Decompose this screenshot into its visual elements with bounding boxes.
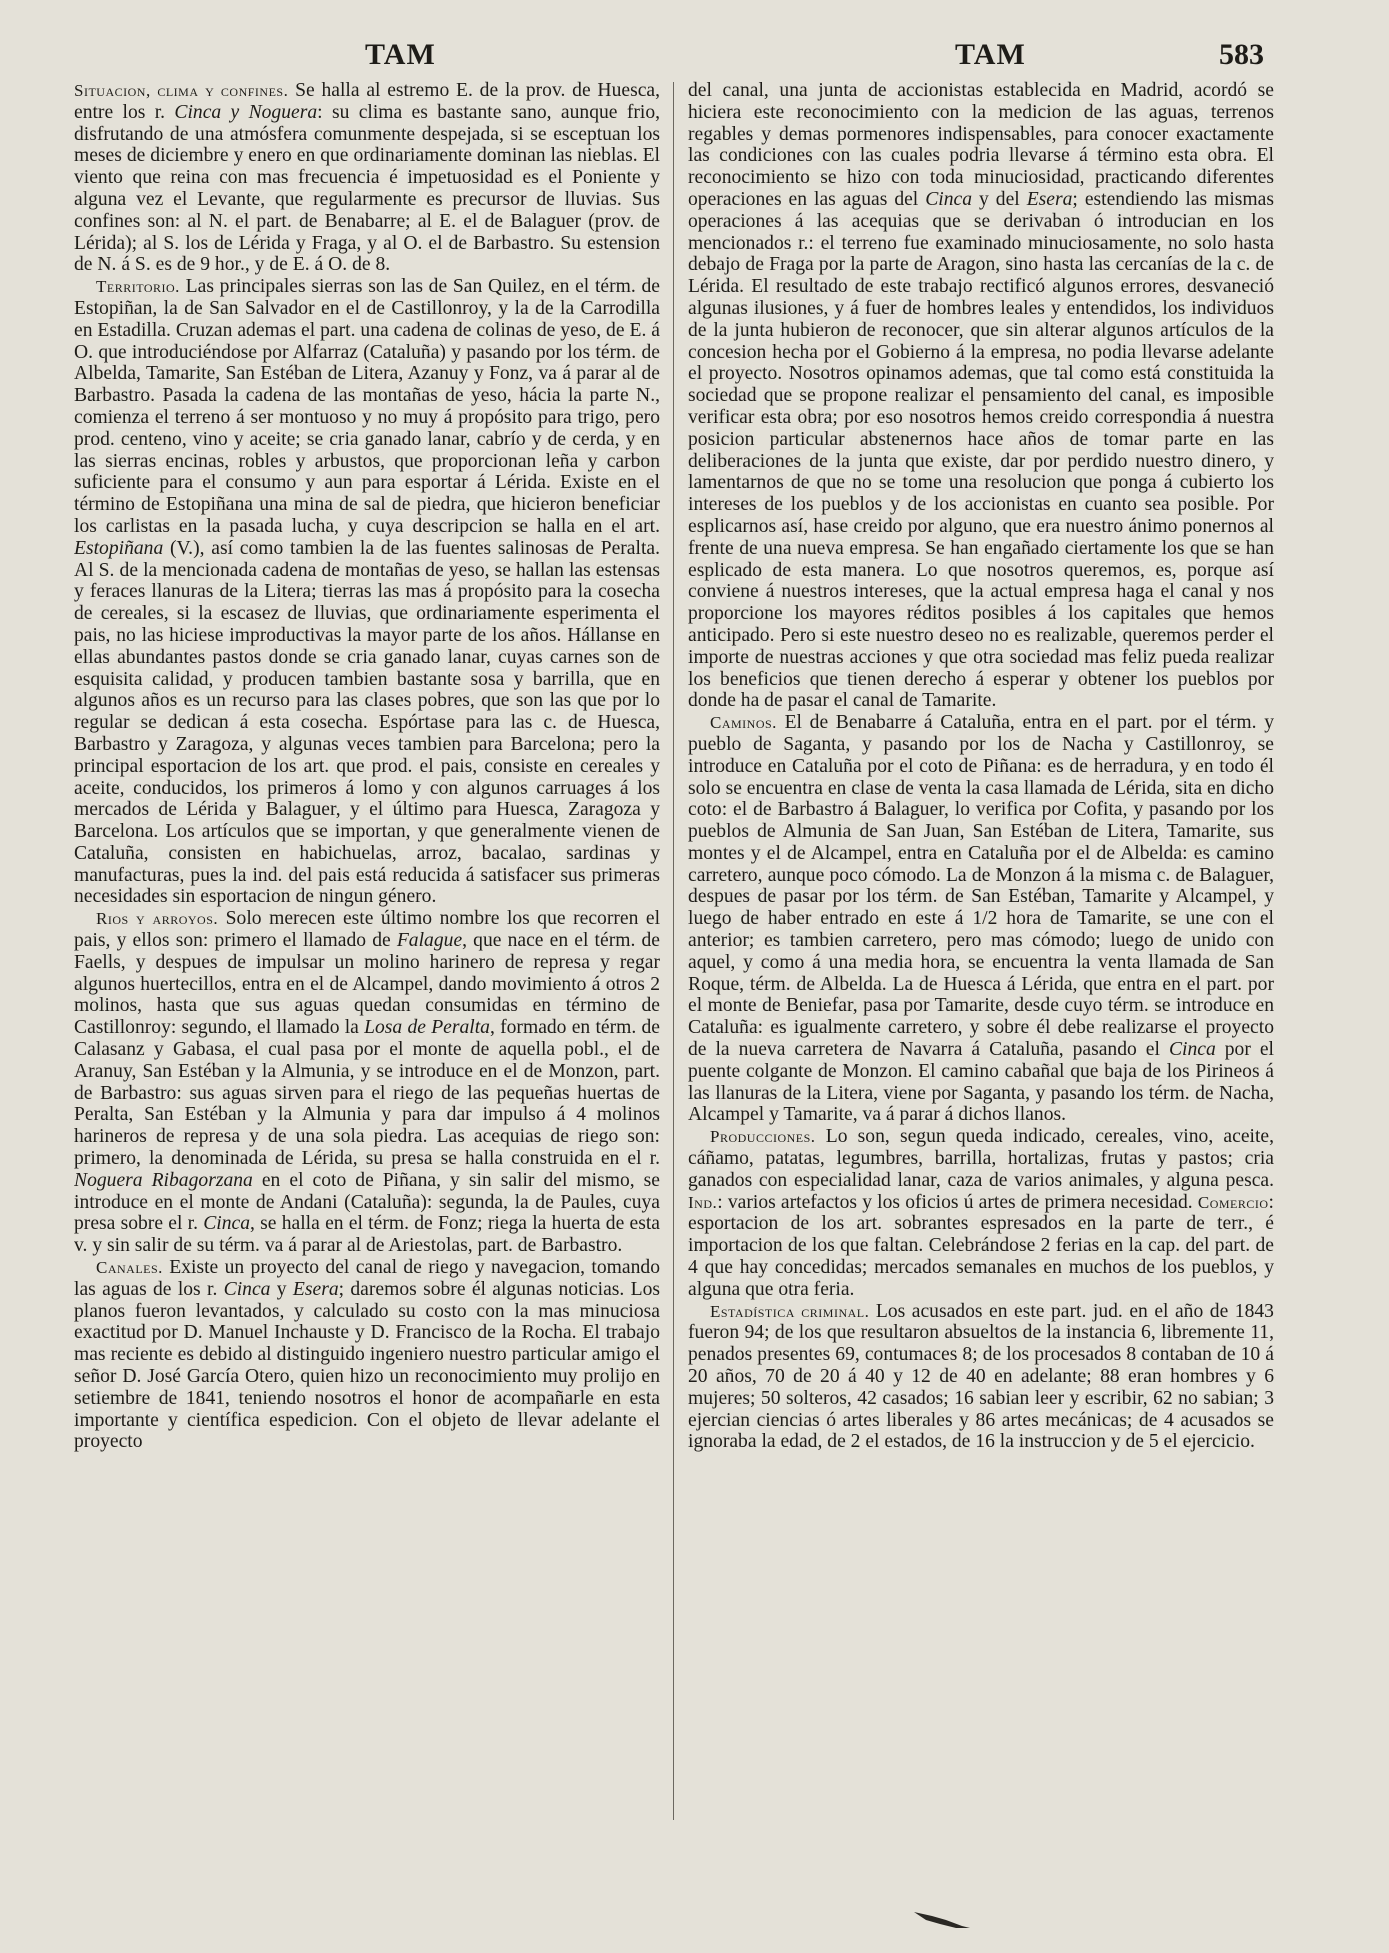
section-heading: Comercio bbox=[1197, 1192, 1269, 1212]
paragraph-territorio: Territorio. Las principales sierras son las de San Quilez, en el térm. de Estopiñan, la de San Salvador en el de Castillonroy, y la de la Carrodilla en Estadilla. Cruzan ademas el part. una cadena de colinas de yeso, de E. á O. que introduciéndose por Alfarraz (Cataluña) y pasando por los térm. de Albelda, Tamarite, San Estéban de Litera, Azanuy y Fonz, va á parar al de Barbastro. Pasada la cadena de las montañas de yeso, hácia la parte N., comienza el terreno á ser montuoso y no muy á propósito para trigo, pero prod. centeno, vino y aceite; se cria ganado lanar, cabrío y de cerda, y en las sierras encinas, robles y arbustos, que proporcionan leña y carbon suficiente para el consumo y aun para esportar á Lérida. Existe en el término de Estopiñana una mina de sal de piedra, que hicieron beneficiar los carlistas en la pasada lucha, y cuya descripcion se halla en el art. Estopiñana (V.), así como tambien la de las fuentes salinosas de Peralta. Al S. de la mencionada cadena de montañas de yeso, se hallan las estensas y feraces llanuras de la Litera; tierras las mas á propósito para la cosecha de cereales, si la escasez de lluvias, que ordinariamente esperimenta el pais, no las hiciese improductivas la mayor parte de los años. Hállanse en ellas abundantes pastos donde se cria ganado lanar, cuyas carnes son de esquisita calidad, y producen tambien bastante sosa y barrilla, que en algunos años es un recurso para las clases pobres, que son las que por lo regular se dedican á esta cosecha. Espórtase para las c. de Huesca, Barbastro y Zaragoza, y algunas veces tambien para Barcelona; pero la principal esportacion de los art. que prod. el pais, consiste en cereales y aceite, conducidos, los primeros á lomo y con algunos carruages á los mercados de Lérida y Balaguer, y el último para Huesca, Zaragoza y Barcelona. Los artículos que se importan, y que generalmente vienen de Cataluña, consisten en habichuelas, arroz, bacalao, sardinas y manufacturas, pues la ind. del pais está reducida á satisfacer sus primeras necesidades sin esportacion de ningun género. bbox=[74, 276, 660, 908]
paragraph-canales: Canales. Existe un proyecto del canal de riego y navegacion, tomando las aguas de los r. Cinca y Esera; daremos sobre él algunas noticias. Los planos fueron levantados, y calculado su costo con la mas minuciosa exactitud por D. Manuel Inchauste y D. Francisco de la Rocha. El trabajo mas reciente es debido al distinguido ingeniero nuestro particular amigo el señor D. José García Otero, quien hizo un reconocimiento muy prolijo en setiembre de 1841, teniendo nosotros el honor de acompañarle en esta importante y científica espedicion. Con el objeto de llevar adelante el proyecto bbox=[74, 1257, 660, 1453]
paragraph-producciones: Producciones. Lo son, segun queda indicado, cereales, vino, aceite, cáñamo, patatas, legumbres, barrilla, hortalizas, frutas y pastos; cria ganados con especialidad lanar, caza de varios animales, y alguna pesca. Ind.: varios artefactos y los oficios ú artes de primera necesidad. Comercio: esportacion de los art. sobrantes espresados en la parte de terr., é importacion de los que faltan. Celebrándose 2 ferias en la cap. del part. de 4 que hay concedidas; mercados semanales en muchos de los pueblos, y alguna que otra feria. bbox=[688, 1126, 1274, 1300]
paragraph-rios: Rios y arroyos. Solo merecen este último nombre los que recorren el pais, y ellos son: primero el llamado de Falague, que nace en el térm. de Faells, y despues de impulsar un molino harinero de represa y regar algunos huertecillos, entra en el de Alcampel, dando movimiento á otros 2 molinos, hasta que sus aguas quedan consumidas en término de Castillonroy: segundo, el llamado la Losa de Peralta, formado en térm. de Calasanz y Gabasa, el cual pasa por el monte de aquella pobl., el de Aranuy, San Estéban y la Almunia, y se introduce en el de Monzon, part. de Barbastro: sus aguas sirven para el riego de las pequeñas huertas de Peralta, San Estéban y la Almunia y para dar impulso á 4 molinos harineros de represa y de una sola piedra. Las acequias de riego son: primero, la denominada de Lérida, su presa se halla construida en el r. Noguera Ribagorzana en el coto de Piñana, y sin salir del mismo, se introduce en el monte de Andani (Cataluña): segunda, la de Paules, cuya presa sobre el r. Cinca, se halla en el térm. de Fonz; riega la huerta de esta v. y sin salir de su térm. va á parar al de Ariestolas, part. de Barbastro. bbox=[74, 908, 660, 1257]
right-running-head: TAM bbox=[955, 38, 1026, 71]
left-column bbox=[74, 80, 660, 1840]
section-heading: Caminos. bbox=[710, 713, 777, 733]
paragraph-estadistica: Estadística criminal. Los acusados en este part. jud. en el año de 1843 fueron 94; de los que resultaron absueltos de la instancia 6, libremente 11, penados presentes 69, contumaces 8; de los procesados 8 contaban de 10 á 20 años, 70 de 20 á 40 y 12 de 40 en adelante; 88 eran hombres y 6 mujeres; 50 solteros, 42 casados; 16 sabian leer y escribir, 62 no sabian; 3 ejercian ciencias ó artes liberales y 86 artes mecánicas; de 4 acusados se ignoraba la edad, de 2 el estados, de 16 la instruccion y de 5 el ejercicio. bbox=[688, 1300, 1274, 1453]
page-number: 583 bbox=[1219, 38, 1264, 71]
ink-smudge-mark bbox=[912, 1908, 972, 1930]
paragraph-caminos: Caminos. El de Benabarre á Cataluña, entra en el part. por el térm. y pueblo de Saganta, y pasando por los de Nacha y Castillonroy, se introduce en Cataluña por el coto de Piñana: es de herradura, y en todo él solo se encuentra en clase de venta la casa llamada de Lérida, sita en dicho coto: el de Barbastro á Balaguer, lo verifica por Cofita, y pasando por los pueblos de Almunia de San Juan, San Estéban de Litera, Tamarite, sus montes y el de Alcampel, entra en Cataluña por el de Albelda: es camino carretero, aunque poco cómodo. La de Monzon á la misma c. de Balaguer, despues de pasar por los térm. de San Estéban, Tamarite y Alcampel, y luego de haber entrado en este á 1/2 hora de Tamarite, se une con el anterior; es tambien carretero, pero mas cómodo; luego de unido con aquel, y como á una media hora, se encuentra la venta llamada de San Roque, térm. de Albelda. La de Huesca á Lérida, que entra en el part. por el monte de Beniefar, pasa por Tamarite, desde cuyo térm. se introduce en Cataluña: es igualmente carretero, y sobre él debe realizarse el proyecto de la nueva carretera de Navarra á Cataluña, pasando el Cinca por el puente colgante de Monzon. El camino cabañal que baja de los Pirineos á las llanuras de la Litera, viene por Saganta, y pasando los térm. de Nacha, Alcampel y Tamarite, va á parar á dichos llanos. bbox=[688, 712, 1274, 1126]
section-heading: Producciones. bbox=[710, 1127, 816, 1147]
left-running-head: TAM bbox=[365, 38, 436, 71]
section-heading: Situacion, clima y confines. bbox=[74, 81, 289, 100]
column-divider bbox=[673, 82, 674, 1820]
section-heading: Rios y arroyos. bbox=[96, 909, 219, 929]
section-heading: Canales. bbox=[96, 1258, 163, 1278]
section-heading: Territorio. bbox=[96, 277, 180, 297]
paragraph-situacion: Situacion, clima y confines. Se halla al estremo E. de la prov. de Huesca, entre los r. Cinca y Noguera: su clima es bastante sano, aunque frio, disfrutando de una atmósfera comunmente despejada, si se esceptuan los meses de diciembre y enero en que ordinariamente dominan las nieblas. El viento que reina con mas frecuencia é impetuosidad es el Poniente y alguna vez el Levante, que regularmente es precursor de lluvias. Sus confines son: al N. el part. de Benabarre; al E. el de Balaguer (prov. de Lérida); al S. los de Lérida y Fraga, y al O. el de Barbastro. Su estension de N. á S. es de 9 hor., y de E. á O. de 8. bbox=[74, 80, 660, 276]
right-column bbox=[688, 80, 1274, 1840]
paragraph-canal-continued: del canal, una junta de accionistas establecida en Madrid, acordó se hiciera este reconocimiento con la medicion de las aguas, terrenos regables y demas pormenores indispensables, para conocer exactamente las condiciones con las cuales podria llevarse á término esta obra. El reconocimiento se hizo con toda minuciosidad, practicando diferentes operaciones en las aguas del Cinca y del Esera; estendiendo las mismas operaciones á las acequias que se derivaban ó introducian en los mencionados r.: el terreno fue examinado minuciosamente, no solo hasta debajo de Fraga por la parte de Aragon, sino hasta las cercanías de la c. de Lérida. El resultado de este trabajo rectificó algunos errores, desvaneció algunas ilusiones, y á fuer de hombres leales y entendidos, los individuos de la junta hubieron de reconocer, que sin alterar algunos artículos de la concesion hecha por el Gobierno á la empresa, no podia llevarse adelante el proyecto. Nosotros opinamos ademas, que tal como está constituida la sociedad que se propone realizar el pensamiento del canal, es imposible verificar esta obra; por eso nosotros hemos creido correspondia á nuestra posicion particular abstenernos hace años de tomar parte en las deliberaciones de la junta que existe, dar por perdido nuestro dinero, y lamentarnos de que no se tome una resolucion que ponga á cubierto los intereses de los pueblos y de los accionistas en cuanto sea posible. Por esplicarnos así, hase creido por alguno, que era nuestro ánimo ponernos al frente de una nueva empresa. Se han engañado ciertamente los que se han esplicado de esta manera. Lo que nosotros queremos, es, porque así conviene á nuestros intereses, que la actual empresa haga el canal y nos proporcione los mayores réditos posibles á los capitales que hemos anticipado. Pero si este nuestro deseo no es realizable, queremos perder el importe de nuestras acciones y que otra sociedad mas feliz pueda realizar los beneficios que tienen derecho á esperar y obtener los pueblos por donde ha de pasar el canal de Tamarite. bbox=[688, 80, 1274, 712]
section-heading: Estadística criminal. bbox=[710, 1301, 870, 1321]
section-heading: Ind. bbox=[688, 1192, 718, 1212]
page-header bbox=[70, 38, 1264, 78]
